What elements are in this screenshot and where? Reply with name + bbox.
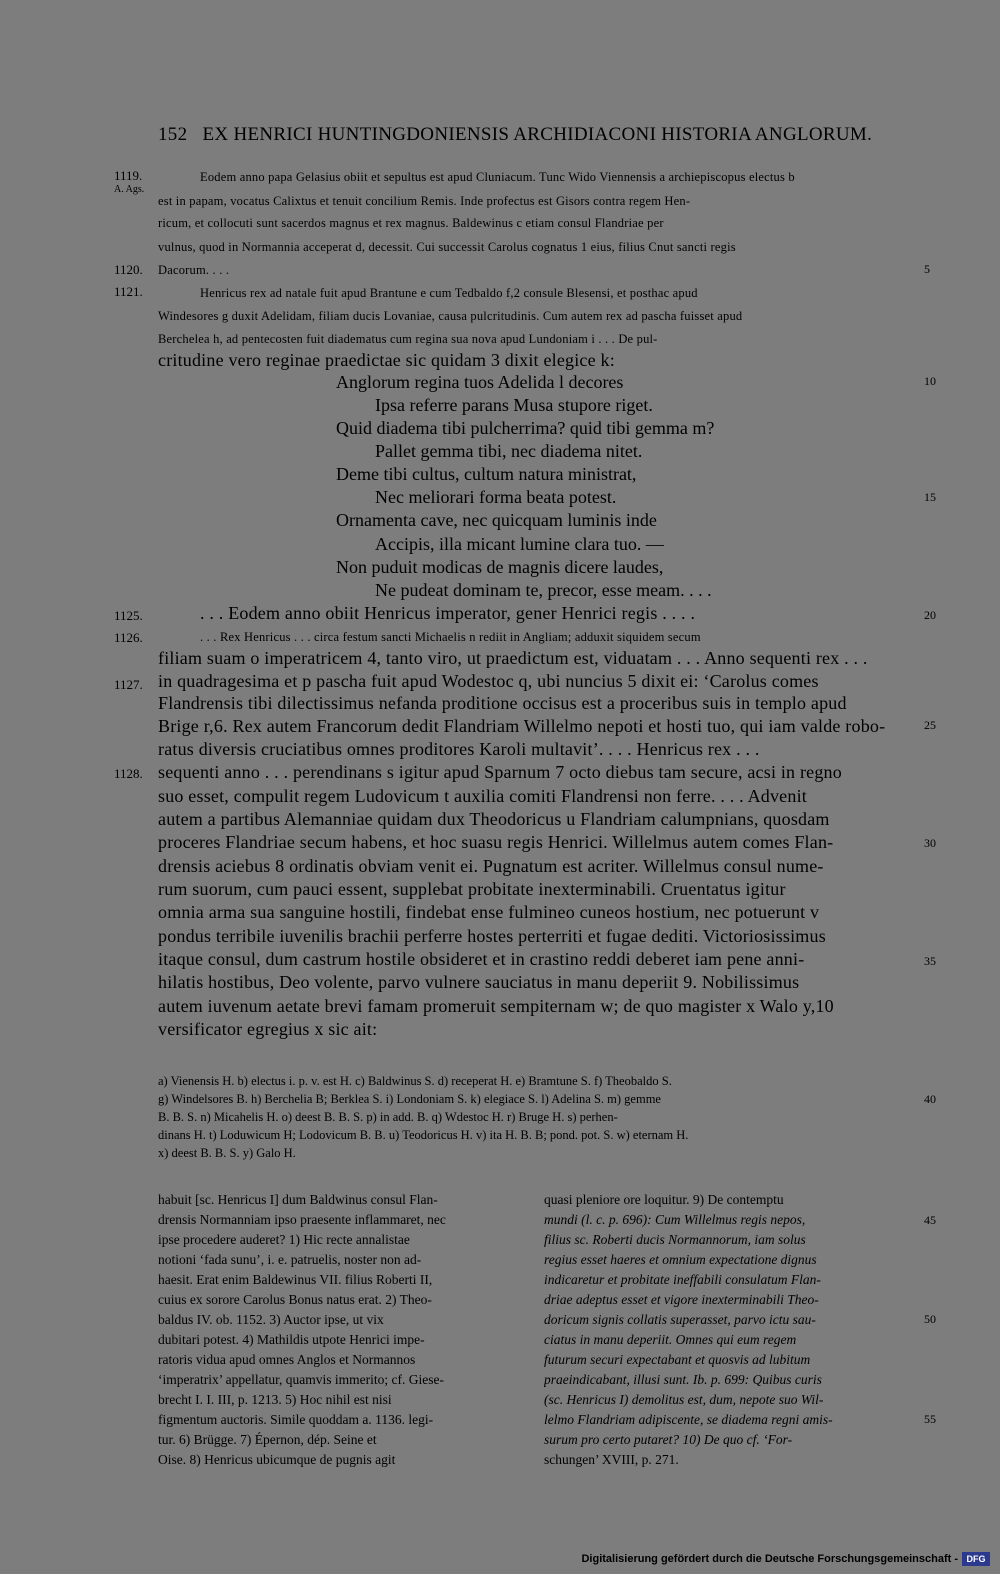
footnote-line: x) deest B. B. S. y) Galo H. — [158, 1146, 296, 1160]
year-1119: 1119. — [114, 168, 143, 183]
text-line: suo esset, compulit regem Ludovicum t auxilia comiti Flandrensi non ferre. . . . Advenit — [158, 786, 807, 806]
notes-right-column — [544, 1192, 918, 1472]
year-1121: 1121. — [114, 284, 143, 299]
verse-line: Ne pudeat dominam te, precor, esse meam. . . . — [375, 580, 712, 600]
notes-left-column — [158, 1192, 530, 1472]
line-number: 15 — [924, 490, 936, 504]
text-line: Henricus rex ad natale fuit apud Brantune e cum Tedbaldo f,2 consule Blesensi, et posthac apud — [200, 286, 698, 300]
text-line: pondus terribile iuvenilis brachii perferre hostes perterriti et fugae dediti. Victoriosissimus — [158, 926, 826, 946]
verse-line: Nec meliorari forma beata potest. — [375, 487, 617, 507]
page-number: 152 — [158, 124, 188, 145]
text-line: rum suorum, cum pauci essent, supplebat probitate inexterminabili. Cruentatus igitur — [158, 879, 786, 899]
text-line: versificator egregius x sic ait: — [158, 1019, 378, 1039]
line-number: 5 — [924, 262, 930, 276]
footnote-line: g) Windelsores B. h) Berchelia B; Berklea S. i) Londoniam S. k) elegiace S. l) Adelina S. m) gemme — [158, 1092, 661, 1106]
text-line: critudine vero reginae praedictae sic quidam 3 dixit elegice k: — [158, 350, 615, 370]
note-line: praeindicabant, illusi sunt. Ib. p. 699: Quibus curis — [544, 1372, 822, 1387]
running-header — [158, 124, 878, 146]
text-line: sequenti anno . . . perendinans s igitur apud Sparnum 7 octo diebus tam secure, acsi in regno — [158, 762, 842, 782]
note-line: regius esset haeres et omnium expectatione dignus — [544, 1252, 817, 1267]
year-1128: 1128. — [114, 766, 143, 781]
note-line: lelmo Flandriam adipiscente, se diadema regni amis- — [544, 1412, 833, 1427]
note-line: brecht I. I. III, p. 1213. 5) Hoc nihil est nisi — [158, 1392, 392, 1407]
note-line: mundi (l. c. p. 696): Cum Willelmus regis nepos, — [544, 1212, 806, 1227]
text-line: omnia arma sua sanguine hostili, findebat ense fulmineo cuneos hostium, nec potuerunt v — [158, 902, 820, 922]
note-line: ciatus in manu deperiit. Omnes qui eum regem — [544, 1332, 797, 1347]
date-ags: A. Ags. — [114, 184, 145, 195]
note-line: drensis Normanniam ipso praesente inflammaret, nec — [158, 1212, 446, 1227]
note-line: driae adeptus esset et vigore inexterminabili Theo- — [544, 1292, 819, 1307]
note-line: schungen’ XVIII, p. 271. — [544, 1452, 679, 1467]
footnote-line: a) Vienensis H. b) electus i. p. v. est H. c) Baldwinus S. d) receperat H. e) Bramtune S. f) Theobaldo S. — [158, 1074, 672, 1088]
note-line: ipse procedere auderet? 1) Hic recte annalistae — [158, 1232, 410, 1247]
line-number: 30 — [924, 836, 936, 850]
note-line: baldus IV. ob. 1152. 3) Auctor ipse, ut vix — [158, 1312, 384, 1327]
footnote-line: dinans H. t) Loduwicum H; Lodovicum B. B. u) Teodoricus H. v) ita H. B. B; pond. pot. S. w) eternam H. — [158, 1128, 689, 1142]
text-line: in quadragesima et p pascha fuit apud Wodestoc q, ubi nuncius 5 dixit ei: ‘Carolus comes — [158, 671, 819, 691]
line-number: 50 — [924, 1312, 936, 1326]
funding-credit: Digitalisierung gefördert durch die Deutsche Forschungsgemeinschaft - — [581, 1553, 958, 1565]
note-line: figmentum auctoris. Simile quoddam a. 1136. legi- — [158, 1412, 434, 1427]
note-line: ‘imperatrix’ appellatur, quamvis immerito; cf. Giese- — [158, 1372, 444, 1387]
text-line: Flandrensis tibi dilectissimus nefanda proditione occisus est a proceribus suis in templo apud — [158, 693, 847, 713]
note-line: surum pro certo putaret? 10) De quo cf. ‘For- — [544, 1432, 793, 1447]
note-line: habuit [sc. Henricus I] dum Baldwinus consul Flan- — [158, 1192, 438, 1207]
note-line: notioni ‘fada sunu’, i. e. patruelis, noster non ad- — [158, 1252, 422, 1267]
line-number: 55 — [924, 1412, 936, 1426]
line-number: 45 — [924, 1213, 936, 1227]
text-line: Berchelea h, ad pentecosten fuit diadematus cum regina sua nova apud Lundoniam i . . . De pul- — [158, 332, 658, 346]
note-line: filius sc. Roberti ducis Normannorum, iam solus — [544, 1232, 806, 1247]
year-1120: 1120. — [114, 262, 143, 277]
line-number: 10 — [924, 374, 936, 388]
line-number: 40 — [924, 1092, 936, 1106]
year-1127: 1127. — [114, 677, 143, 692]
text-line: Brige r,6. Rex autem Francorum dedit Flandriam Willelmo nepoti et hosti tuo, qui iam valde robo- — [158, 716, 886, 736]
note-line: haesit. Erat enim Baldewinus VII. filius Roberti II, — [158, 1272, 433, 1287]
text-line: vulnus, quod in Normannia acceperat d, decessit. Cui successit Carolus cognatus 1 eius, filius Cnut sancti regis — [158, 240, 736, 254]
text-line: proceres Flandriae secum habens, et hoc suasu regis Henrici. Willelmus autem comes Flan- — [158, 832, 834, 852]
text-line: autem a partibus Alemanniae quidam dux Theodoricus u Flandriam calumpnians, quosdam — [158, 809, 830, 829]
verse-line: Non puduit modicas de magnis dicere laudes, — [336, 557, 664, 577]
verse-line: Anglorum regina tuos Adelida l decores — [336, 372, 624, 392]
verse-line: Ipsa referre parans Musa stupore riget. — [375, 395, 653, 415]
text-line: ricum, et collocuti sunt sacerdos magnus et rex magnus. Baldewinus c etiam consul Flandriae per — [158, 216, 664, 230]
year-1125: 1125. — [114, 608, 143, 623]
line-number: 35 — [924, 954, 936, 968]
text-line: Dacorum. . . . — [158, 263, 230, 277]
text-line: . . . Rex Henricus . . . circa festum sancti Michaelis n rediit in Angliam; adduxit siquidem secum — [200, 630, 701, 644]
note-line: doricum signis collatis superasset, parvo ictu sau- — [544, 1312, 816, 1327]
verse-line: Accipis, illa micant lumine clara tuo. — — [375, 534, 664, 554]
note-line: futurum securi expectabant et quosvis ad lubitum — [544, 1352, 811, 1367]
dfg-logo[interactable]: DFG — [962, 1552, 990, 1566]
page-title: EX HENRICI HUNTINGDONIENSIS ARCHIDIACONI HISTORIA ANGLORUM. — [202, 124, 873, 145]
note-line: indicaretur et probitate ineffabili consulatum Flan- — [544, 1272, 821, 1287]
text-line: drensis aciebus 8 ordinatis obviam venit ei. Pugnatum est acriter. Willelmus consul nume- — [158, 856, 824, 876]
note-line: tur. 6) Brügge. 7) Épernon, dép. Seine et — [158, 1432, 377, 1447]
text-line: filiam suam o imperatricem 4, tanto viro, ut praedictum est, viduatam . . . Anno sequenti rex . . . — [158, 648, 868, 668]
text-line: . . . Eodem anno obiit Henricus imperator, gener Henrici regis . . . . — [200, 603, 696, 623]
year-1126: 1126. — [114, 630, 143, 645]
text-line: hilatis hostibus, Deo volente, parvo vulnere sauciatus in manu deperiit 9. Nobilissimus — [158, 972, 800, 992]
text-line: itaque consul, dum castrum hostile obsideret et in crastino reddi deberet iam pene anni- — [158, 949, 805, 969]
verse-line: Ornamenta cave, nec quicquam luminis inde — [336, 510, 657, 530]
text-line: autem iuvenum aetate brevi famam promeruit sempiternam w; de quo magister x Walo y,10 — [158, 996, 834, 1016]
verse-line: Deme tibi cultus, cultum natura ministrat, — [336, 464, 637, 484]
line-number: 20 — [924, 608, 936, 622]
text-line: Windesores g duxit Adelidam, filiam ducis Lovaniae, causa pulcritudinis. Cum autem rex ad pascha fuisset apud — [158, 309, 743, 323]
note-line: (sc. Henricus I) demolitus est, dum, nepote suo Wil- — [544, 1392, 824, 1407]
text-line: est in papam, vocatus Calixtus et tenuit concilium Remis. Inde profectus est Gisors contra regem Hen- — [158, 194, 691, 208]
note-line: quasi pleniore ore loquitur. 9) De contemptu — [544, 1192, 784, 1207]
note-line: Oise. 8) Henricus ubicumque de pugnis agit — [158, 1452, 396, 1467]
note-line: dubitari potest. 4) Mathildis utpote Henrici impe- — [158, 1332, 425, 1347]
line-number: 25 — [924, 718, 936, 732]
text-line: Eodem anno papa Gelasius obiit et sepultus est apud Cluniacum. Tunc Wido Viennensis a archiepiscopus electus b — [200, 170, 795, 184]
footnote-line: B. B. S. n) Micahelis H. o) deest B. B. S. p) in add. B. q) Wdestoc H. r) Bruge H. s) perhen- — [158, 1110, 618, 1124]
verse-line: Quid diadema tibi pulcherrima? quid tibi gemma m? — [336, 418, 715, 438]
text-line: ratus diversis cruciatibus omnes proditores Karoli multavit’. . . . Henricus rex . . . — [158, 739, 760, 759]
note-line: cuius ex sorore Carolus Bonus natus erat. 2) Theo- — [158, 1292, 432, 1307]
verse-line: Pallet gemma tibi, nec diadema nitet. — [375, 441, 643, 461]
note-line: ratoris vidua apud omnes Anglos et Normannos — [158, 1352, 416, 1367]
